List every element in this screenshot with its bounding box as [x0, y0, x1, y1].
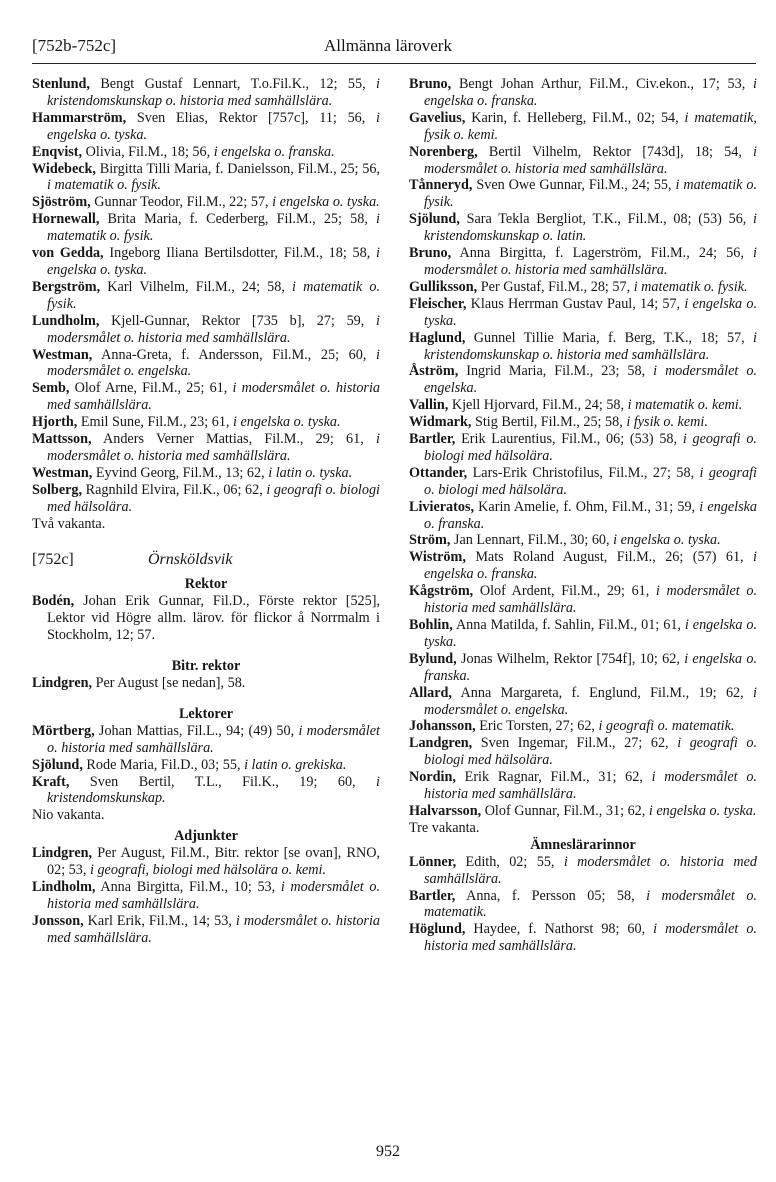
teacher-name: Vallin,	[409, 397, 449, 414]
teacher-subjects: i latin o. tyska.	[268, 464, 353, 481]
teacher-details: Ingeborg Iliana Bertilsdotter, Fil.M., 18; 58,	[103, 245, 377, 262]
teacher-name: Westman,	[32, 346, 93, 363]
rektor-heading: Rektor	[184, 576, 228, 593]
teacher-entry	[409, 414, 757, 431]
teacher-name: Stenlund,	[32, 76, 90, 92]
teacher-details: Gunnar Teodor, Fil.M., 22; 57,	[90, 194, 273, 211]
teacher-entry	[409, 76, 757, 110]
teacher-entry	[409, 144, 757, 178]
bitr-rektor-heading: Bitr. rektor	[171, 658, 241, 675]
teacher-subjects: i kristendomskunskap o. latin.	[424, 211, 757, 245]
teacher-entry	[409, 279, 757, 296]
teacher-entry	[409, 330, 757, 364]
teacher-details: Sara Tekla Bergliot, T.K., Fil.M., 08; (53) 56,	[459, 211, 754, 228]
teacher-entry	[32, 144, 380, 161]
teacher-subjects: i modersmålet o. historia med samhällslära.	[47, 878, 380, 912]
teacher-details: Bengt Johan Arthur, Fil.M., Civ.ekon., 17; 53,	[451, 76, 754, 92]
page-number: 952	[376, 1143, 400, 1160]
teacher-entry	[32, 347, 380, 381]
teacher-subjects: i geografi, biologi med hälsolära o. kemi.	[89, 862, 327, 879]
teacher-entry	[409, 888, 757, 922]
header-rule	[32, 63, 756, 64]
teacher-details: Anna Margareta, f. Englund, Fil.M., 19; 62,	[451, 684, 754, 701]
teacher-entry	[32, 593, 380, 644]
left-column	[32, 76, 380, 947]
teacher-entry	[32, 279, 380, 313]
teacher-details: Erik Laurentius, Fil.M., 06; (53) 58,	[455, 431, 683, 448]
teacher-details: Per Gustaf, Fil.M., 28; 57,	[477, 278, 634, 295]
teacher-entry	[409, 245, 757, 279]
teacher-details: Mats Roland August, Fil.M., 26; (57) 61,	[465, 549, 754, 566]
teacher-name: Enqvist,	[32, 143, 83, 160]
teacher-name: Jonsson,	[32, 912, 84, 929]
teacher-details: Ragnhild Elvira, Fil.K., 06; 62,	[82, 481, 267, 498]
teacher-name: Lundholm,	[32, 312, 100, 329]
lektorer-vacancy-note: Nio vakanta.	[32, 807, 105, 824]
teacher-details: Sven Elias, Rektor [757c], 11; 56,	[126, 109, 377, 126]
teacher-name: Lindgren,	[32, 845, 93, 862]
right-column	[409, 76, 757, 955]
section-city: Örnsköldsvik	[148, 551, 233, 569]
teacher-subjects: i fysik o. kemi.	[626, 414, 708, 431]
teacher-subjects: i matematik o. fysik.	[47, 278, 380, 312]
teacher-subjects: i modersmålet o. engelska.	[424, 363, 757, 397]
teacher-entry	[32, 211, 380, 245]
vacancy-note: Två vakanta.	[32, 515, 106, 532]
teacher-details: Sven Ingemar, Fil.M., 27; 62,	[472, 735, 678, 752]
teacher-subjects: i modersmålet o. historia med samhällslära.	[424, 245, 757, 278]
adjunkter-heading: Adjunkter	[174, 828, 238, 845]
teacher-name: Lönner,	[409, 853, 457, 870]
teacher-name: Bartler,	[409, 431, 456, 448]
teacher-subjects: i modersmålet o. historia med samhällslära.	[47, 431, 380, 464]
teacher-details: Karl Erik, Fil.M., 14; 53,	[83, 912, 236, 929]
teacher-subjects: i engelska o. franska.	[424, 76, 757, 109]
teacher-details: Karl Vilhelm, Fil.M., 24; 58,	[100, 278, 293, 295]
bitr-rektor-entry	[32, 675, 380, 692]
teacher-details: Anna Matilda, f. Sahlin, Fil.M., 01; 61,	[452, 617, 685, 633]
teacher-details: Emil Sune, Fil.M., 23; 61,	[77, 414, 234, 431]
teacher-subjects: i kristendomskunskap o. historia med samhällslära.	[424, 329, 757, 363]
teacher-entry	[409, 499, 757, 533]
page-title: Allmänna läroverk	[324, 36, 452, 55]
teacher-name: Halvarsson,	[409, 802, 482, 819]
teacher-details: Jonas Wilhelm, Rektor [754f], 10; 62,	[456, 650, 685, 667]
right-vacancy-note: Tre vakanta.	[409, 819, 480, 836]
teacher-subjects: i modersmålet o. engelska.	[47, 346, 380, 380]
teacher-details: Stig Bertil, Fil.M., 25; 58,	[471, 414, 627, 431]
teacher-entry	[32, 465, 380, 482]
teacher-details: Anna, f. Persson 05; 58,	[455, 887, 647, 904]
teacher-details: Haydee, f. Nathorst 98; 60,	[465, 921, 654, 938]
teacher-name: Bergström,	[32, 278, 101, 295]
entry-list	[32, 76, 380, 516]
teacher-details: Per August, Fil.M., Bitr. rektor [se ovan], RNO, 02; 53,	[47, 845, 380, 879]
teacher-subjects: i engelska o. franska.	[424, 498, 757, 532]
teacher-entry	[32, 313, 380, 347]
teacher-entry	[32, 380, 380, 414]
teacher-name: Solberg,	[32, 481, 83, 498]
teacher-entry	[32, 110, 380, 144]
teacher-name: Sjölund,	[32, 756, 83, 773]
teacher-name: Sjöström,	[32, 194, 91, 211]
teacher-subjects: i latin o. grekiska.	[244, 756, 347, 773]
teacher-subjects: i engelska o. tyska.	[47, 245, 380, 278]
teacher-details: Anna Birgitta, f. Lagerström, Fil.M., 24; 56,	[451, 245, 754, 262]
teacher-entry	[409, 363, 757, 397]
teacher-details: Anders Verner Mattias, Fil.M., 29; 61,	[91, 431, 377, 448]
teacher-entry	[409, 735, 757, 769]
teacher-entry	[409, 532, 757, 549]
teacher-name: Bruno,	[409, 76, 452, 92]
teacher-entry	[32, 774, 380, 808]
teacher-entry	[409, 296, 757, 330]
teacher-name: Bylund,	[409, 650, 457, 667]
teacher-entry	[409, 110, 757, 144]
teacher-entry	[32, 431, 380, 465]
teacher-subjects: i engelska o. tyska.	[233, 414, 341, 431]
teacher-details: Anna-Greta, f. Andersson, Fil.M., 25; 60,	[92, 346, 377, 363]
teacher-subjects: i kristendomskunskap.	[47, 773, 380, 807]
teacher-details: Jan Lennart, Fil.M., 30; 60,	[450, 532, 614, 549]
teacher-name: Bartler,	[409, 887, 456, 904]
teacher-entry	[32, 675, 380, 692]
teacher-subjects: i modersmålet o. historia med samhällslära.	[424, 769, 757, 803]
teacher-entry	[409, 685, 757, 719]
teacher-subjects: i modersmålet o. historia med samhällslära.	[424, 143, 757, 177]
teacher-details: Brita Maria, f. Cederberg, Fil.M., 25; 58,	[99, 211, 377, 228]
teacher-entry	[409, 769, 757, 803]
teacher-subjects: i engelska o. tyska.	[424, 295, 757, 329]
teacher-entry	[409, 921, 757, 955]
teacher-name: Tånneryd,	[409, 177, 473, 194]
teacher-entry	[409, 211, 757, 245]
teacher-entry	[32, 757, 380, 774]
adjunkter-list	[32, 845, 380, 946]
teacher-name: Landgren,	[409, 735, 473, 752]
teacher-entry	[32, 245, 380, 279]
amneslararinnor-heading: Ämneslärarinnor	[530, 836, 636, 853]
teacher-name: Widebeck,	[32, 160, 96, 177]
teacher-name: Bruno,	[409, 245, 452, 262]
teacher-entry	[409, 854, 757, 888]
teacher-entry	[409, 465, 757, 499]
adjunkter-continued-list	[409, 76, 757, 820]
teacher-details: Olof Ardent, Fil.M., 29; 61,	[473, 583, 656, 600]
teacher-name: von Gedda,	[32, 245, 104, 262]
section-header	[32, 548, 380, 576]
teacher-entry	[32, 879, 380, 913]
teacher-name: Gavelius,	[409, 109, 466, 126]
teacher-subjects: i matematik o. fysik.	[424, 177, 757, 211]
teacher-entry	[32, 845, 380, 879]
teacher-name: Mörtberg,	[32, 722, 95, 739]
teacher-details: Olivia, Fil.M., 18; 56,	[82, 143, 214, 160]
teacher-details: Erik Ragnar, Fil.M., 31; 62,	[455, 769, 652, 786]
teacher-subjects: i engelska o. tyska.	[47, 109, 380, 143]
teacher-name: Hammarström,	[32, 109, 127, 126]
teacher-entry	[32, 723, 380, 757]
teacher-subjects: i modersmålet o. matematik.	[424, 887, 757, 921]
teacher-details: Johan Mattias, Fil.L., 94; (49) 50,	[94, 722, 299, 739]
teacher-subjects: i engelska o. tyska.	[424, 617, 758, 650]
teacher-details: Olof Gunnar, Fil.M., 31; 62,	[481, 802, 649, 819]
teacher-name: Gulliksson,	[409, 278, 478, 295]
teacher-entry	[409, 177, 757, 211]
teacher-name: Norenberg,	[409, 143, 478, 160]
teacher-subjects: i engelska o. franska.	[213, 143, 335, 160]
teacher-details: Ingrid Maria, Fil.M., 23; 58,	[458, 363, 654, 380]
teacher-subjects: i modersmålet o. historia med samhällslära.	[424, 921, 757, 955]
teacher-name: Höglund,	[409, 921, 466, 938]
rektor-entry	[32, 593, 380, 644]
teacher-entry	[409, 803, 757, 820]
teacher-details: Bertil Vilhelm, Rektor [743d], 18; 54,	[477, 143, 754, 160]
teacher-subjects: i geografi o. biologi med hälsolära.	[424, 464, 757, 498]
teacher-name: Livieratos,	[409, 498, 475, 515]
teacher-name: Nordin,	[409, 769, 456, 786]
teacher-entry	[409, 617, 757, 651]
teacher-entry	[32, 76, 380, 110]
teacher-details: Edith, 02; 55,	[456, 853, 564, 870]
teacher-subjects: i geografi o. biologi med hälsolära.	[47, 481, 380, 515]
teacher-subjects: i matematik o. kemi.	[627, 397, 743, 414]
teacher-name: Wiström,	[409, 549, 466, 566]
teacher-name: Åström,	[409, 363, 459, 380]
teacher-subjects: i matematik o. fysik.	[47, 177, 161, 194]
teacher-subjects: i geografi o. biologi med hälsolära.	[424, 431, 757, 464]
teacher-name: Haglund,	[409, 329, 466, 346]
lektorer-list	[32, 723, 380, 808]
page-range-header: [752b-752c]	[32, 36, 117, 55]
teacher-name: Lindholm,	[32, 878, 96, 895]
teacher-details: Gunnel Tillie Maria, f. Berg, T.K., 18; 57,	[465, 329, 754, 346]
teacher-details: Johan Erik Gunnar, Fil.D., Förste rektor [525], Lektor vid Högre allm. lärov. för flickor å Norrmalm i Stockholm, 12; 57.	[47, 593, 380, 644]
teacher-subjects: i engelska o. tyska.	[272, 194, 380, 211]
teacher-name: Ström,	[409, 532, 451, 549]
teacher-entry	[32, 913, 380, 947]
teacher-details: Olof Arne, Fil.M., 25; 61,	[69, 380, 233, 397]
teacher-entry	[409, 651, 757, 685]
teacher-subjects: i matematik, fysik o. kemi.	[424, 109, 757, 143]
teacher-subjects: i modersmålet o. historia med samhällslära.	[47, 312, 380, 346]
teacher-subjects: i geografi o. matematik.	[598, 718, 735, 735]
teacher-details: Birgitta Tilli Maria, f. Danielsson, Fil.M., 25; 56,	[95, 160, 380, 177]
teacher-details: Rode Maria, Fil.D., 03; 55,	[82, 756, 245, 773]
teacher-details: Karin, f. Helleberg, Fil.M., 02; 54,	[465, 109, 685, 126]
teacher-name: Westman,	[32, 464, 93, 481]
teacher-subjects: i modersmålet o. historia med samhällslära.	[47, 380, 380, 414]
teacher-subjects: i engelska o. franska.	[424, 549, 757, 583]
teacher-name: Hjorth,	[32, 414, 78, 431]
teacher-entry	[32, 161, 380, 195]
teacher-details: Sven Owe Gunnar, Fil.M., 24; 55,	[472, 177, 676, 194]
teacher-subjects: i matematik o. fysik.	[47, 211, 380, 245]
teacher-subjects: i modersmålet o. historia med samhällslära.	[424, 583, 757, 617]
teacher-name: Semb,	[32, 380, 70, 397]
teacher-name: Allard,	[409, 684, 452, 701]
teacher-name: Ottander,	[409, 464, 468, 481]
teacher-name: Sjölund,	[409, 211, 460, 228]
teacher-subjects: i modersmålet o. historia med samhällslära.	[424, 853, 757, 887]
teacher-subjects: i kristendomskunskap o. historia med samhällslära.	[47, 76, 380, 109]
teacher-details: Per August [se nedan], 58.	[92, 675, 246, 691]
teacher-name: Johansson,	[409, 718, 476, 735]
teacher-entry	[32, 482, 380, 516]
teacher-entry	[32, 194, 380, 211]
teacher-details: Sven Bertil, T.L., Fil.K., 19; 60,	[69, 773, 377, 790]
teacher-details: Klaus Herrman Gustav Paul, 14; 57,	[466, 295, 685, 312]
teacher-details: Kjell Hjorvard, Fil.M., 24; 58,	[448, 397, 628, 414]
teacher-subjects: i matematik o. fysik.	[633, 278, 748, 295]
teacher-name: Bohlin,	[409, 617, 453, 633]
teacher-details: Bengt Gustaf Lennart, T.o.Fil.K., 12; 55,	[89, 76, 377, 92]
teacher-details: Lars-Erik Christofilus, Fil.M., 27; 58,	[467, 464, 700, 481]
teacher-name: Hornewall,	[32, 211, 100, 228]
teacher-subjects: i modersmålet o. engelska.	[424, 684, 757, 718]
teacher-details: Eric Torsten, 27; 62,	[475, 718, 599, 735]
teacher-subjects: i geografi o. biologi med hälsolära.	[424, 735, 757, 769]
teacher-subjects: i engelska o. franska.	[424, 650, 758, 684]
teacher-details: Karin Amelie, f. Ohm, Fil.M., 31; 59,	[474, 498, 700, 515]
teacher-name: Bodén,	[32, 593, 75, 610]
teacher-name: Mattsson,	[32, 431, 92, 448]
teacher-details: Eyvind Georg, Fil.M., 13; 62,	[92, 464, 269, 481]
teacher-entry	[409, 718, 757, 735]
teacher-subjects: i modersmålet o. historia med samhällslära.	[47, 912, 380, 946]
teacher-name: Kågström,	[409, 583, 474, 600]
teacher-name: Kraft,	[32, 773, 70, 790]
teacher-name: Widmark,	[409, 414, 472, 431]
teacher-entry	[409, 397, 757, 414]
lektorer-heading: Lektorer	[178, 705, 234, 722]
teacher-name: Lindgren,	[32, 675, 93, 691]
section-code: [752c]	[32, 551, 74, 569]
teacher-entry	[32, 414, 380, 431]
teacher-subjects: i engelska o. tyska.	[613, 532, 721, 549]
teacher-details: Anna Birgitta, Fil.M., 10; 53,	[95, 878, 281, 895]
teacher-entry	[409, 583, 757, 617]
teacher-entry	[409, 431, 757, 465]
amneslararinnor-list	[409, 854, 757, 955]
teacher-entry	[409, 549, 757, 583]
teacher-subjects: i engelska o. tyska.	[648, 802, 757, 819]
teacher-details: Kjell-Gunnar, Rektor [735 b], 27; 59,	[99, 312, 377, 329]
teacher-subjects: i modersmålet o. historia med samhällslära.	[47, 722, 380, 756]
teacher-name: Fleischer,	[409, 295, 467, 312]
